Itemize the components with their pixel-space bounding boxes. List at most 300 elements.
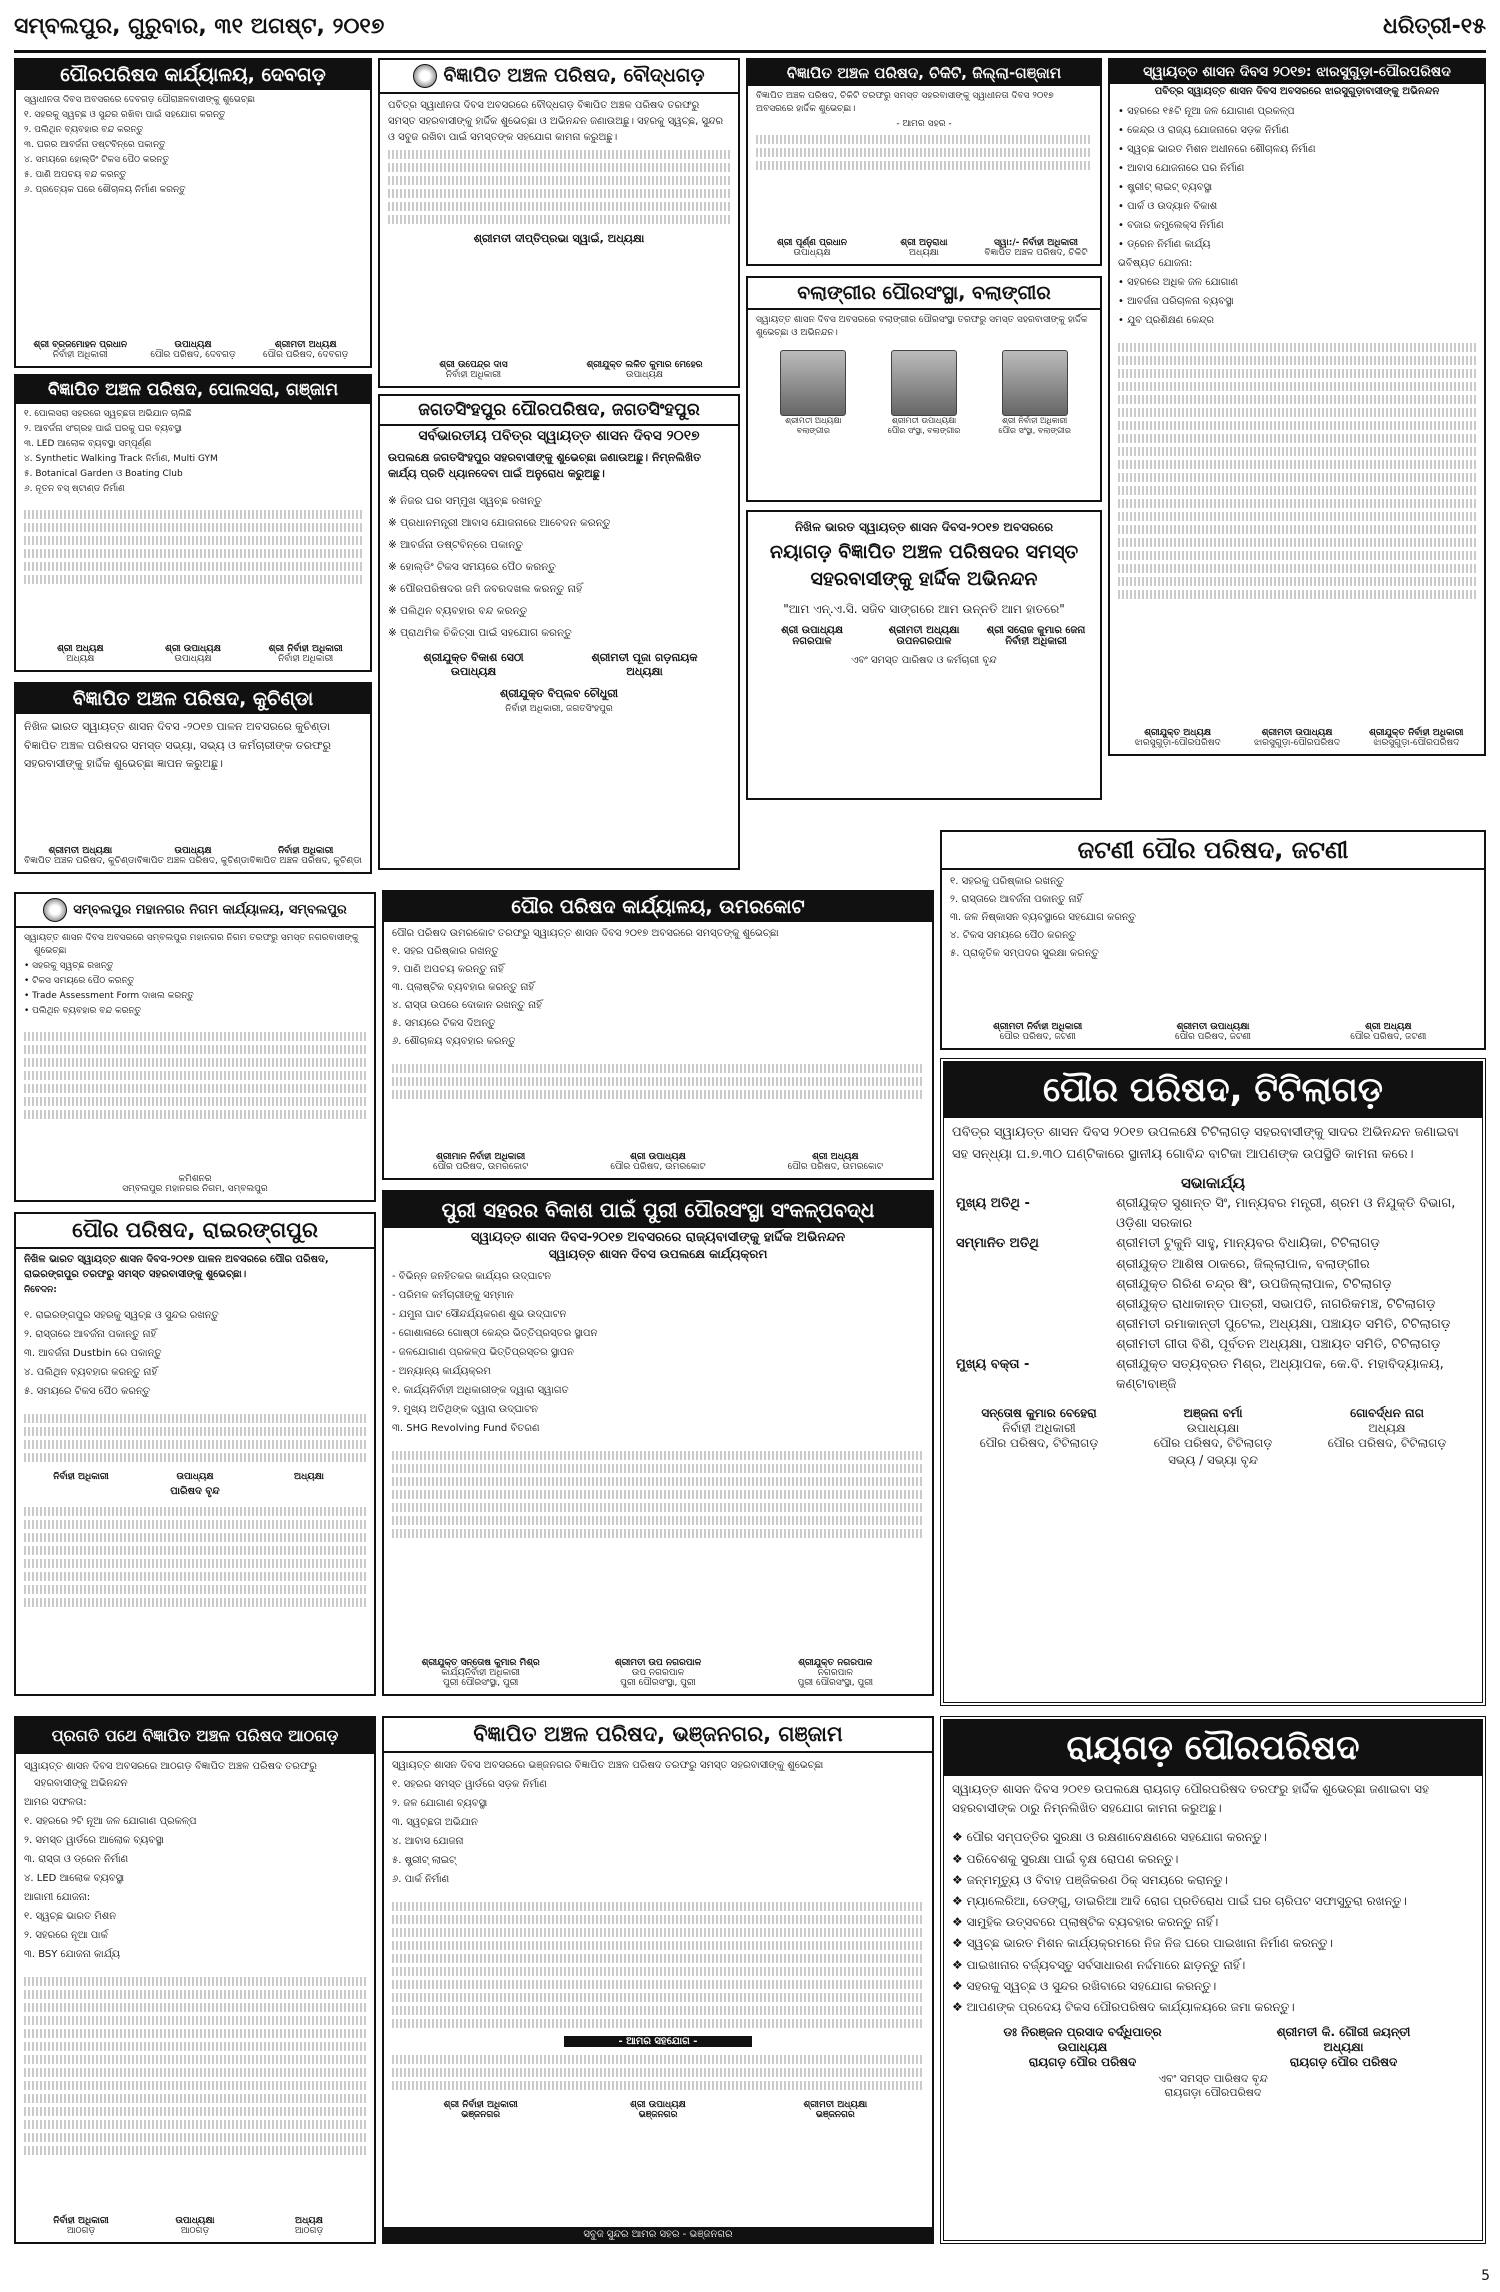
ad-line: • ସହରକୁ ସ୍ୱଚ୍ଛ ରଖନ୍ତୁ (24, 961, 114, 972)
signatory-role: ପୌର ପରିଷଦ, ଦେବଗଡ଼ (263, 350, 349, 360)
signatory-name: ଶ୍ରୀ ଉପାଧ୍ୟକ୍ଷ (781, 625, 843, 637)
ad-rairangpur (14, 1212, 376, 1696)
signatory-name: ଶ୍ରୀ ନିର୍ବାହୀ ଅଧିକାରୀ (443, 2100, 518, 2110)
signatory (392, 1658, 569, 1688)
signatory-name: ଗୋବର୍ଦ୍ଧନ ନାଗ (1350, 1405, 1424, 1420)
ad-title: ପୌର ପରିଷଦ, ରାଇରଙ୍ଗପୁର (16, 1214, 374, 1249)
ad-line: ❖ ମ୍ୟାଲେରିଆ, ଡେଙ୍ଗୁ, ଡାଇରିଆ ଆଦି ରୋଗ ପ୍ରତିରୋଧ ପାଇଁ ଘର ଚାରିପଟ ସଫାସୁତୁରା ରଖନ୍ତୁ। (952, 1893, 1407, 1908)
ad-line: ୩. ଘରର ଆବର୍ଜନା ଡଷ୍ଟବିନ୍‌ରେ ପକାନ୍ତୁ (24, 140, 166, 151)
signatory (559, 651, 730, 679)
ad-line: ୨. ରାସ୍ତାରେ ଆବର୍ଜନା ପକାନ୍ତୁ ନାହିଁ (950, 894, 1083, 905)
signatory-role: ଝାରସୁଗୁଡ଼ା-ପୌରପରିଷଦ (1134, 738, 1221, 748)
signatory-role: ପୌର ପରିଷଦ, ଟିଟିଲାଗଡ଼ (1327, 1435, 1447, 1450)
signatory (24, 1472, 138, 1482)
ad-subtitle: ପବିତ୍ର ସ୍ୱାୟତ୍ତ ଶାସନ ଦିବସ ଅବସରରେ ଝାରସୁଗୁଡ଼ାବାସୀଙ୍କୁ ଅଭିନନ୍ଦନ (1154, 86, 1440, 97)
signatory-role: ଉପନଗରପାଳ (896, 636, 952, 648)
ad-line: ୪. ସମୟରେ ହୋଲ୍ଡିଂ ଟିକସ ପୈଠ କରନ୍ତୁ (24, 155, 170, 166)
signatory-role: ଆଠଗଡ଼ (180, 2226, 210, 2236)
ad-line: ୩. ସ୍ୱଚ୍ଛତା ଅଭିଯାନ (392, 1817, 478, 1828)
ad-lines (16, 1303, 374, 1406)
ad-intro: ପବିତ୍ର ସ୍ୱାଧୀନତା ଦିବସ ଅବସରରେ ବୌଦ୍ଧଗଡ଼ ବିଜ୍ଞାପିତ ଅଞ୍ଚଳ ପରିଷଦ ତରଫରୁ ସମସ୍ତ ସହରବାସୀଙ୍କୁ ହାର୍ଦ୍ଦିକ ଶୁଭେଚ୍ଛା ଓ ଅଭିନନ୍ଦନ ଜଣାଉଅଛୁ। ସହରକୁ ସ୍ୱଚ୍ଛ, ସୁନ୍ଦର ଓ ସବୁଜ ରଖିବା ପାଇଁ ସମସ୍ତଙ୍କ ସହଯୋଗ କାମନା କରୁଅଛୁ। (388, 100, 724, 143)
ad-line: ❖ ଆପଣଙ୍କ ପ୍ରଦେୟ ଟିକସ ପୌରପରିଷଦ କାର୍ଯ୍ୟାଳୟରେ ଜମା କରନ୍ତୁ। (952, 1999, 1295, 2014)
ad-intro: ସ୍ୱାୟତ୍ତ ଶାସନ ଦିବସ ଅବସରରେ ବଲାଙ୍ଗୀର ପୌରସଂସ୍ଥା ତରଫରୁ ସମସ୍ତ ସହରବାସୀଙ୍କୁ ହାର୍ଦ୍ଦିକ ଶୁଭେଚ୍ଛା ଓ ଅଭିନନ୍ଦନ। (756, 315, 1088, 339)
ad-title: ବିଜ୍ଞାପିତ ଅଞ୍ଚଳ ପରିଷଦ, ଚିକିଟି, ଜିଲ୍ଲା-ଗଞ୍ଜାମ (748, 60, 1100, 86)
program-person: ଶ୍ରୀମତୀ ରମାକାନ୍ତୀ ପୁଟେଲ, ଅଧ୍ୟକ୍ଷା, ପଞ୍ଚାୟତ ସମିତି, ଟିଟିଲାଗଡ଼ (1116, 1317, 1451, 1333)
signatory-name: ନିର୍ବାହୀ ଅଧିକାରୀ (53, 2216, 109, 2226)
ad-line: - ବିଭିନ୍ନ ଜନହିତକର କାର୍ଯ୍ୟର ଉଦ୍‌ଘାଟନ (392, 1271, 552, 1282)
ad-bolangir (746, 276, 1102, 502)
ad-line: ୨. ପଲିଥିନ ବ୍ୟବହାର ବନ୍ଦ କରନ୍ତୁ (24, 125, 144, 136)
signatory-role: ନିର୍ବାହୀ ଅଧିକାରୀ (445, 370, 502, 380)
ad-lines (16, 404, 370, 502)
ad-line: ୪. ରାସ୍ତା ଉପରେ ଦୋକାନ ରଖନ୍ତୁ ନାହିଁ (392, 1000, 542, 1011)
ad-line: ୪. ପଲିଥିନ ବ୍ୟବହାର କରନ୍ତୁ ନାହିଁ (24, 1367, 158, 1379)
ad-line: ୨. ଆବର୍ଜନା ସଂଗ୍ରହ ପାଇଁ ଘରକୁ ଘର ବ୍ୟବସ୍ଥା (24, 424, 182, 435)
ad-jharsuguda (1108, 58, 1486, 756)
ad-signatories (380, 649, 738, 681)
signatory (138, 2216, 252, 2236)
ad-lines (1110, 99, 1484, 335)
program-person: ଶ୍ରୀମତୀ ଗୀତା ବିଶି, ପୂର୍ବତନ ଅଧ୍ୟକ୍ଷା, ପଞ୍ଚାୟତ ସମିତି, ଟିଟିଲାଗଡ଼ (1116, 1337, 1441, 1353)
signatory (952, 1406, 1126, 1451)
ad-line: ※ ପ୍ରଧାନମନ୍ତ୍ରୀ ଆବାସ ଯୋଜନାରେ ଆବେଦନ କରନ୍ତୁ (388, 516, 611, 529)
signatory (138, 1472, 252, 1482)
signatory-name: ଶ୍ରୀମାନ ନିର୍ବାହୀ ଅଧିକାରୀ (436, 1152, 526, 1162)
ad-line: ❖ ପୌର ସମ୍ପତ୍ତିର ସୁରକ୍ଷା ଓ ରକ୍ଷଣାବେକ୍ଷଣରେ ସହଯୋଗ କରନ୍ତୁ। (952, 1830, 1267, 1845)
ad-signatories (944, 1404, 1482, 1453)
ad-line: ସ୍ୱାୟତ୍ତ ଶାସନ ଦିବସ ଅବସରରେ ଆଠଗଡ଼ ବିଜ୍ଞାପିତ ଅଞ୍ଚଳ ପରିଷଦ ତରଫରୁ ସହରବାସୀଙ୍କୁ ଅଭିନନ୍ଦନ (24, 1761, 317, 1789)
signatory-role: ନଗରପାଳ (817, 1668, 853, 1678)
ad-intro: ନିଖିଳ ଭାରତ ସ୍ୱାୟତ୍ତ ଶାସନ ଦିବସ -୨୦୧୭ ପାଳନ ଅବସରରେ କୁଚିଣ୍ଡା ବିଜ୍ଞାପିତ ଅଞ୍ଚଳ ପରିଷଦର ସମସ୍ତ ସଭ୍ୟା, ସଭ୍ୟ ଓ କର୍ମଚାରୀଙ୍କ ତରଫରୁ ସହରବାସୀଙ୍କୁ ହାର୍ଦ୍ଦିକ ଶୁଭେଚ୍ଛା ଜ୍ଞାପନ କରୁଅଛୁ। (24, 720, 331, 771)
ad-signatories (16, 1470, 374, 1484)
signatory (392, 1152, 569, 1172)
ad-line: ※ ନିଜର ଘର ସମ୍ମୁଖ ସ୍ୱଚ୍ଛ ରଖନ୍ତୁ (388, 494, 542, 507)
signatory-name: ଶ୍ରୀମତୀ ଅଧ୍ୟକ୍ଷା (888, 625, 960, 637)
ad-intro: ଉପଲକ୍ଷେ ଜଗତସିଂହପୁର ସହରବାସୀଙ୍କୁ ଶୁଭେଚ୍ଛା ଜଣାଉଅଛୁ। ନିମ୍ନଲିଖିତ କାର୍ଯ୍ୟ ପ୍ରତି ଧ୍ୟାନଦେବା ପାଇଁ ଅନୁରୋଧ କରୁଅଛୁ। (388, 451, 701, 480)
ad-sub: ସ୍ୱାୟତ୍ତ ଶାସନ ଦିବସ ଉପଲକ୍ଷେ କାର୍ଯ୍ୟକ୍ରମ (548, 1247, 768, 1261)
ad-titilagarh (940, 1058, 1486, 1706)
ad-signatories (16, 2214, 374, 2238)
signatory-name: ଶ୍ରୀ ଅଧ୍ୟକ୍ଷ (1365, 1022, 1412, 1032)
ad-line: ୩. BSY ଯୋଜନା କାର୍ଯ୍ୟ (24, 1949, 121, 1960)
signatory (24, 340, 137, 360)
officer: ଶ୍ରୀଯୁକ୍ତ ବିପ୍ଲବ ଚୌଧୁରୀ ନିର୍ବାହୀ ଅଧିକାରୀ, ଜଗତସିଂହପୁର (500, 687, 618, 715)
signatory-name: ଶ୍ରୀଯୁକ୍ତ ନଗରପାଳ (798, 1658, 873, 1668)
ad-footer: ସବୁଜ ସୁନ୍ଦର ଆମର ସହର - ଭଞ୍ଜନଗର (384, 2227, 932, 2242)
ad-line: ❖ ପାଇଖାନାର ବର୍ଜ୍ୟବସ୍ତୁ ସର୍ବସାଧାରଣ ନର୍ଦ୍ଦମାରେ ଛାଡ଼ନ୍ତୁ ନାହିଁ। (952, 1957, 1246, 1972)
ad-line: ୫. Botanical Garden ଓ Boating Club (24, 469, 183, 480)
signatory (1357, 728, 1476, 748)
signatory-name: ଶ୍ରୀମତୀ ଅଧ୍ୟକ୍ଷା (803, 2100, 868, 2110)
ad-line: - ଜଳଯୋଗାଣ ପ୍ରକଳ୍ପ ଭିତ୍ତିପ୍ରସ୍ତର ସ୍ଥାପନ (392, 1347, 574, 1358)
signatory-role: ପୌର ପରିଷଦ, ଦେବଗଡ଼ (150, 350, 236, 360)
ad-line: ୨. ଜଳ ଯୋଗାଣ ବ୍ୟବସ୍ଥା (392, 1798, 488, 1809)
signatory-role: ପୌର ପରିଷଦ, ଉମରକୋଟ (610, 1162, 706, 1172)
ad-quote: "ଆମ ଏନ୍.ଏ.ସି. ସଜିବ ସାଙ୍ଗରେ ଆମ ଉନ୍ନତି ଆମ ହାତରେ" (783, 602, 1065, 617)
ad-title: ନୟାଗଡ଼ ବିଜ୍ଞାପିତ ଅଞ୍ଚଳ ପରିଷଦର ସମସ୍ତ ସହରବାସୀଙ୍କୁ ହାର୍ଦ୍ଦିକ ଅଭିନନ୍ଦନ (769, 541, 1079, 590)
signatory (249, 644, 362, 664)
ad-title: ବିଜ୍ଞାପିତ ଅଞ୍ଚଳ ପରିଷଦ, ଭଞ୍ଜନଗର, ଗଞ୍ଜାମ (384, 1718, 932, 1753)
signatory-role: ଅଧ୍ୟକ୍ଷ (66, 654, 95, 664)
signatory (137, 846, 250, 866)
signatory (388, 651, 559, 679)
ad-intro: ପବିତ୍ର ସ୍ୱାୟତ୍ତ ଶାସନ ଦିବସ ୨୦୧୭ ଉପଲକ୍ଷେ ଟିଟିଲାଗଡ଼ ସହରବାସୀଙ୍କୁ ସାଦର ଅଭିନନ୍ଦନ ଜଣାଇବା ସହ ସନ୍ଧ୍ୟା ଘ.୭.୩୦ ଘଣ୍ଟିକାରେ ସ୍ଥାନୀୟ ଗୋବିନ୍ଦ ବାଟିକା ଆପଣଙ୍କ ଉପସ୍ଥିତି କାମନା କରେ। (952, 1125, 1459, 1163)
signatory (252, 2216, 366, 2236)
signatory-role: ଉପାଧ୍ୟକ୍ଷ (450, 665, 497, 679)
ad-line: ୩. LED ଆଲୋକ ବ୍ୟବସ୍ଥା ସମ୍ପୂର୍ଣ୍ଣ (24, 439, 152, 450)
ad-line: ❖ ଜନ୍ମମୃତ୍ୟୁ ଓ ବିବାହ ପଞ୍ଜିକରଣ ଠିକ୍ ସମୟରେ କରାନ୍ତୁ। (952, 1872, 1228, 1887)
ad-title: ପ୍ରଗତି ପଥେ ବିଜ୍ଞାପିତ ଅଞ୍ଚଳ ପରିଷଦ ଆଠଗଡ଼ (16, 1718, 374, 1754)
ad-line: ୩. ଆବର୍ଜନା Dustbin ରେ ପକାନ୍ତୁ (24, 1348, 162, 1360)
photo-row: ଶ୍ରୀମତୀ ଅଧ୍ୟକ୍ଷା ବଲାଙ୍ଗୀର ଶ୍ରୀମତୀ ଉପାଧ୍ୟକ୍ଷା ପୌର ସଂସ୍ଥା, ବଲାଙ୍ଗୀର ଶ୍ରୀ ନିର୍ବାହୀ ଅଧିକାରୀ ପୌର ସଂସ୍ଥା, ବଲାଙ୍ଗୀର (748, 346, 1100, 440)
ad-line: ※ ଆବର୍ଜନା ଡଷ୍ଟବିନ୍‌ରେ ପକାନ୍ତୁ (388, 538, 523, 551)
ad-footer: ଏବଂ ସମସ୍ତ ପାରିଷଦ ଓ କର୍ମଚାରୀ ବୃନ୍ଦ (851, 655, 997, 667)
signatory-role: ବିଜ୍ଞାପିତ ଅଞ୍ଚଳ ପରିଷଦ, କୁଚିଣ୍ଡା (24, 856, 137, 866)
ad-line: ୬. ପ୍ରତ୍ୟେକ ଘରେ ଶୌଚାଳୟ ନିର୍ମାଣ କରନ୍ତୁ (24, 185, 186, 196)
ad-jagatsinghpur (378, 394, 740, 870)
signatory-role: ଆଠଗଡ଼ (294, 2226, 324, 2236)
ad-line: ୧. ସହରରେ ୨ଟି ନୂଆ ଜଳ ଯୋଗାଣ ପ୍ରକଳ୍ପ (24, 1816, 197, 1827)
signatory-name: ଶ୍ରୀ ଉପାଧ୍ୟକ୍ଷ (630, 2100, 686, 2110)
ad-line: ୨. ସମସ୍ତ ୱାର୍ଡରେ ଆଲୋକ ବ୍ୟବସ୍ଥା (24, 1835, 164, 1846)
ad-line: ଭବିଷ୍ୟତ ଯୋଜନା: (1118, 258, 1193, 269)
signatory-name: ଅଧ୍ୟକ୍ଷା (294, 1472, 324, 1483)
members-title: ପାରିଷଦ ବୃନ୍ଦ (170, 1486, 220, 1498)
ad-line: • ଆବାସ ଯୋଜନାରେ ଘର ନିର୍ମାଣ (1118, 163, 1245, 174)
ad-umerkote (382, 890, 934, 1180)
ad-bhanjanagar (382, 1716, 934, 2244)
signatory-role: ପୁରୀ ପୌରସଂସ୍ଥା, ପୁରୀ (442, 1678, 519, 1688)
signatory (249, 340, 362, 360)
program-person: ଶ୍ରୀଯୁକ୍ତ ରାଧାକାନ୍ତ ପାତ୍ରୀ, ସଭାପତି, ନାଗରିକମଞ୍ଚ, ଟିଟିଲାଗଡ଼ (1116, 1296, 1436, 1312)
ad-line: ❖ ପରିବେଶକୁ ସୁରକ୍ଷା ପାଇଁ ବୃକ୍ଷ ରୋପଣ କରନ୍ତୁ। (952, 1851, 1179, 1866)
signatory-name: ଉପାଧ୍ୟକ୍ଷ (176, 1472, 214, 1483)
ad-line: • କେନ୍ଦ୍ର ଓ ରାଜ୍ୟ ଯୋଜନାରେ ସଡ଼କ ନିର୍ମାଣ (1118, 125, 1289, 136)
ad-signatories (16, 642, 370, 666)
ad-lines (16, 1754, 374, 1969)
signatory-name: ଶ୍ରୀମତୀ ଅଧ୍ୟକ୍ଷା (48, 846, 113, 856)
ad-line: ୧. ପୋଲସରା ସହରରେ ସ୍ୱଚ୍ଛତା ଅଭିଯାନ ଚାଲିଛି (24, 409, 192, 419)
signatory-name: ଶ୍ରୀ ଅଧ୍ୟକ୍ଷ (57, 644, 104, 654)
signatory-role: ନିର୍ବାହୀ ଅଧିକାରୀ (1002, 1420, 1076, 1435)
ad-line: ସ୍ୱାଧୀନତା ଦିବସ ଅବସରରେ ଦେବଗଡ଼ ପୌରାଞ୍ଚଳବାସୀଙ୍କୁ ଶୁଭେଚ୍ଛା (24, 95, 256, 105)
ad-line: ୩. ରାସ୍ତା ଓ ଡ୍ରେନ ନିର୍ମାଣ (24, 1854, 129, 1865)
ad-title: ବିଜ୍ଞାପିତ ଅଞ୍ଚଳ ପରିଷଦ, ବୌଦ୍ଧଗଡ଼ (380, 60, 738, 94)
ad-line: • ଯୁବ ପ୍ରଶିକ୍ଷଣ କେନ୍ଦ୍ର (1118, 315, 1214, 326)
ad-line: - ଯମୁନା ଘାଟ ସୌନ୍ଦର୍ଯ୍ୟକରଣ ଶୁଭ ଉଦ୍‌ଘାଟନ (392, 1309, 567, 1320)
program-role: ମୁଖ୍ୟ ଅତିଥି - (956, 1196, 1030, 1212)
ad-lines (384, 922, 932, 1056)
program-role (956, 1275, 1116, 1295)
signatory-name: ଶ୍ରୀ ଉପାଧ୍ୟକ୍ଷ (630, 1152, 686, 1162)
emblem-icon (413, 64, 437, 88)
program-table (944, 1194, 1482, 1395)
ad-kicker: ନିଖିଳ ଭାରତ ସ୍ୱାୟତ୍ତ ଶାସନ ଦିବସ-୨୦୧୭ ଅବସରରେ (794, 520, 1054, 534)
signatory-role: ଅଧ୍ୟକ୍ଷା (909, 248, 939, 258)
program-person: ଶ୍ରୀଯୁକ୍ତ ସୁଶାନ୍ତ ସିଂ, ମାନ୍ୟବର ମନ୍ତ୍ରୀ, ଶ୍ରମ ଓ ନିଯୁକ୍ତି ବିଭାଗ, ଓଡ଼ିଶା ସରକାର (1116, 1196, 1456, 1232)
program-person: ଶ୍ରୀଯୁକ୍ତ ଗିରିଶ ଚନ୍ଦ୍ର ଷିଂ, ଉପଜିଲ୍ଲାପାଳ, ଟିଟିଲାଗଡ଼ (1116, 1276, 1392, 1292)
program-role: ସମ୍ମାନିତ ଅତିଥି (956, 1236, 1039, 1252)
ad-title: ସମ୍ବଲପୁର ମହାନଗର ନିଗମ କାର୍ଯ୍ୟାଳୟ, ସମ୍ବଲପୁର (16, 894, 374, 928)
ad-lines (384, 1753, 932, 1894)
ad-line: - ଅନ୍ୟାନ୍ୟ କାର୍ଯ୍ୟକ୍ରମ (392, 1366, 491, 1377)
signatory-name: ଶ୍ରୀ ନିର୍ବାହୀ ଅଧିକାରୀ (268, 644, 343, 654)
signatory-name: ଶ୍ରୀମତୀ କି. ଗୌରୀ ଜୟନ୍ତୀ (1276, 2025, 1411, 2040)
signatory (747, 1152, 924, 1172)
ad-line: ୩. ଜଳ ନିଷ୍କାସନ ବ୍ୟବସ୍ଥାରେ ସହଯୋଗ କରନ୍ତୁ (950, 912, 1136, 923)
ad-line: ୧. ସହରର ସମସ୍ତ ୱାର୍ଡରେ ସଡ଼କ ନିର୍ମାଣ (392, 1779, 547, 1790)
signatory-role: ପୁରୀ ପୌରସଂସ୍ଥା, ପୁରୀ (797, 1678, 874, 1688)
ad-line: ୨. ରାସ୍ତାରେ ଆବର୍ଜନା ପକାନ୍ତୁ ନାହିଁ (24, 1329, 157, 1341)
signatory-role: ରାୟଗଡ଼ ପୌର ପରିଷଦ (1028, 2055, 1137, 2070)
signatory-name: ଶ୍ରୀଯୁକ୍ତ ବିକାଶ ସେଠୀ (423, 651, 524, 665)
signatory-role: ପୌର ପରିଷଦ, ଉମରକୋଟ (432, 1162, 529, 1172)
signatory (756, 625, 868, 647)
signatory-role: ପୌର ପରିଷଦ, ଜଟଣୀ (1174, 1032, 1252, 1042)
signatory-name: ଶ୍ରୀଯୁକ୍ତ ଅଧ୍ୟକ୍ଷ (1144, 728, 1212, 738)
signatory-name: ଉପାଧ୍ୟକ୍ଷ (174, 846, 212, 856)
signatory (952, 2025, 1213, 2070)
ad-signatories (384, 1656, 932, 1690)
ad-line: • ଟିକସ ସମୟରେ ପୈଠ କରନ୍ତୁ (24, 976, 135, 987)
signatory-name: ଶ୍ରୀମତୀ ଉପ ନଗରପାଳ (614, 1658, 702, 1668)
ad-headline: ସର୍ବଭାରତୀୟ ପବିତ୍ର ସ୍ୱାୟତ୍ତ ଶାସନ ଦିବସ ୨୦୧୭ (418, 428, 700, 444)
ad-lines (380, 488, 738, 650)
signatory (252, 1472, 366, 1482)
ad-title: ପୁରୀ ସହରର ବିକାଶ ପାଇଁ ପୁରୀ ପୌରସଂସ୍ଥା ସଂକଳ୍ପବଦ୍ଧ (384, 1192, 932, 1228)
signatory-role: ପୌର ପରିଷଦ, ଟିଟିଲାଗଡ଼ (1153, 1435, 1273, 1450)
ad-rayagada (940, 1716, 1486, 2244)
signatory-name: ସ୍ୱା:/- ନିର୍ବାହୀ ଅଧିକାରୀ (994, 238, 1078, 248)
signatory (24, 644, 137, 664)
signatory-role: ଉପାଧ୍ୟକ୍ଷ (174, 654, 212, 664)
ad-line: • ସହରରେ ଅଧିକ ଜଳ ଯୋଗାଣ (1118, 277, 1239, 288)
ad-line: ※ ପଲିଥିନ ବ୍ୟବହାର ବନ୍ଦ କରନ୍ତୁ (388, 604, 528, 617)
ad-title: ସ୍ୱାୟତ୍ତ ଶାସନ ଦିବସ ୨୦୧୭: ଝାରସୁଗୁଡ଼ା-ପୌରପରିଷଦ (1110, 60, 1484, 84)
signatory (392, 2100, 569, 2120)
ad-line: ୫. ସମୟରେ ଟିକସ ପୈଠ କରନ୍ତୁ (24, 1386, 150, 1398)
ad-title: ପୌର ପରିଷଦ କାର୍ଯ୍ୟାଳୟ, ଉମରକୋଟ (384, 892, 932, 922)
ad-line: • ପାର୍କ ଓ ଉଦ୍ୟାନ ବିକାଶ (1118, 201, 1218, 212)
ad-signatories (944, 2023, 1482, 2072)
ad-devgarh (14, 58, 372, 368)
ad-signatories (748, 236, 1100, 260)
signatory-role: ବିଜ୍ଞାପିତ ଅଞ୍ଚଳ ପରିଷଦ, କୁଚିଣ୍ଡା (249, 856, 362, 866)
signatory-role: ଅଧ୍ୟକ୍ଷ (1368, 1420, 1406, 1435)
ad-title: ପୌର ପରିଷଦ, ଟିଟିଲାଗଡ଼ (944, 1062, 1482, 1118)
signatory-name: ଶ୍ରୀମତୀ ନିର୍ବାହୀ ଅଧିକାରୀ (993, 1022, 1083, 1032)
chair: ଶ୍ରୀମତୀ ଦୀପ୍ତିପ୍ରଭା ସ୍ୱାଇଁ, ଅଧ୍ୟକ୍ଷା (473, 232, 645, 245)
ad-sambalpur (14, 892, 376, 1202)
ad-line: ※ ହୋଲ୍ଡିଂ ଟିକସ ସମୟରେ ପୈଠ କରନ୍ତୁ (388, 560, 556, 573)
signatory (569, 1152, 746, 1172)
ad-lines (16, 928, 374, 1024)
ad-line: • ସ୍ୱଚ୍ଛ ଭାରତ ମିଶନ ଅଧୀନରେ ଶୌଚାଳୟ ନିର୍ମାଣ (1118, 144, 1316, 155)
ad-line: ପୌର ପରିଷଦ ଉମରକୋଟ ତରଫରୁ ସ୍ୱାୟତ୍ତ ଶାସନ ଦିବସ ୨୦୧୭ ଅବସରରେ ସମସ୍ତଙ୍କୁ ଶୁଭେଚ୍ଛା (392, 928, 779, 939)
signatory (249, 846, 362, 866)
signatory-role: ନିର୍ବାହୀ ଅଧିକାରୀ (1005, 636, 1067, 648)
signatory-role: ବିଜ୍ଞାପିତ ଅଞ୍ଚଳ ପରିଷଦ, କୁଚିଣ୍ଡା (136, 856, 250, 866)
signatory-role: ପୌର ପରିଷଦ, ଟିଟିଲାଗଡ଼ (979, 1435, 1099, 1450)
signatory (747, 2100, 924, 2120)
signatory-role: ନିର୍ବାହୀ ଅଧିକାରୀ (278, 654, 334, 664)
signatory-name: ଶ୍ରୀ ଅଧ୍ୟକ୍ଷ (812, 1152, 859, 1162)
ad-title: ବିଜ୍ଞାପିତ ଅଞ୍ଚଳ ପରିଷଦ, ପୋଲସରା, ଗଞ୍ଜାମ (16, 376, 370, 404)
ad-line: ୫. ଷ୍ଟ୍ରୀଟ୍ ଲାଇଟ୍ (392, 1855, 456, 1866)
signatory-name: ଡଃ ନିରଞ୍ଜନ ପ୍ରସାଦ ବର୍ଦ୍ଧିପାତ୍ର (1003, 2025, 1162, 2040)
signatory-name: ଶ୍ରୀମତୀ ଉପାଧ୍ୟକ୍ଷ (1261, 728, 1333, 738)
ad-line: ସ୍ୱାୟତ୍ତ ଶାସନ ଦିବସ ଅବସରରେ ଭଞ୍ଜନଗର ବିଜ୍ଞାପିତ ଅଞ୍ଚଳ ପରିଷଦ ତରଫରୁ ସମସ୍ତ ସହରବାସୀଙ୍କୁ ଶୁଭେଚ୍ଛା (392, 1760, 824, 1771)
ad-title: ବଲାଙ୍ଗୀର ପୌରସଂସ୍ଥା, ବଲାଙ୍ଗୀର (748, 278, 1100, 310)
signatory (1126, 1406, 1300, 1451)
ad-signatories (748, 623, 1100, 649)
signatory-name: ଶ୍ରୀ ବ୍ରଜମୋହନ ପ୍ରଧାନ (33, 340, 128, 350)
signatory (1213, 2025, 1474, 2070)
ad-line: - ଗୋଶାଳାରେ ଗୋଷ୍ଠୀ କେନ୍ଦ୍ର ଭିତ୍ତିପ୍ରସ୍ତର ସ୍ଥାପନ (392, 1328, 598, 1339)
signatory (1118, 728, 1237, 748)
signatory (559, 360, 730, 380)
signatory-name: ଶ୍ରୀଯୁକ୍ତ ନିର୍ବାହୀ ଅଧିକାରୀ (1369, 728, 1464, 738)
ad-line: ❖ ସ୍ୱଚ୍ଛ ଭାରତ ମିଶନ କାର୍ଯ୍ୟକ୍ରମରେ ନିଜ ନିଜ ଘରେ ପାଇଖାନା ନିର୍ମାଣ କରନ୍ତୁ। (952, 1936, 1334, 1951)
signatory-role: ନଗରପାଳ (792, 636, 832, 648)
signatory-name: ଶ୍ରୀ ଉପାଧ୍ୟକ୍ଷ (165, 644, 221, 654)
portrait-photo (891, 350, 957, 416)
signatory-name: ଶ୍ରୀମତୀ ପୂଜା ଗଡ଼ନାୟକ (591, 651, 698, 665)
ad-line: • ଡ୍ରେନ ନିର୍ମାଣ କାର୍ଯ୍ୟ (1118, 239, 1211, 250)
signatory (1237, 728, 1356, 748)
ad-headline: ସ୍ୱାୟତ୍ତ ଶାସନ ଦିବସ-୨୦୧୭ ଅବସରରେ ରାଜ୍ୟବାସୀଙ୍କୁ ହାର୍ଦ୍ଦିକ ଅଭିନନ୍ଦନ (470, 1230, 846, 1245)
ad-signatories (16, 338, 370, 362)
signatory-role: ଝାରସୁଗୁଡ଼ା-ପୌରପରିଷଦ (1253, 738, 1340, 748)
program-role: ମୁଖ୍ୟ ବକ୍ତା - (956, 1357, 1030, 1373)
signatory-role: ଉପ ନଗରପାଳ (631, 1668, 685, 1678)
signatory (1301, 1022, 1476, 1042)
ad-line: ୪. Synthetic Walking Track ନିର୍ମାଣ, Multi GYM (24, 454, 218, 465)
page-number: 5 (1481, 2268, 1490, 2284)
signatory-role: ଆଠଗଡ଼ (66, 2226, 96, 2236)
program-person: ଶ୍ରୀଯୁକ୍ତ ସତ୍ୟବ୍ରତ ମିଶ୍ର, ଅଧ୍ୟାପକ, କେ.ବି. ମହାବିଦ୍ୟାଳୟ, କଣ୍ଟାବାଞ୍ଜି (1116, 1357, 1444, 1393)
ad-sub: - ଆମର ସହଯୋଗ - (564, 2036, 752, 2047)
ad-line: ଆଗାମୀ ଯୋଜନା: (24, 1892, 91, 1903)
ad-line: ୧. ସ୍ୱଚ୍ଛ ଭାରତ ମିଶନ (24, 1911, 117, 1922)
ad-line: ❖ ସାମୁହିକ ଉତ୍ସବରେ ପ୍ଲାଷ୍ଟିକ ବ୍ୟବହାର କରନ୍ତୁ ନାହିଁ। (952, 1915, 1219, 1930)
ad-line: ୪. ଆବାସ ଯୋଜନା (392, 1836, 464, 1847)
ad-motto: - ଆମର ସହର - (896, 119, 952, 130)
ad-jatni (940, 830, 1486, 1050)
ad-line: ※ ପୌରପରିଷଦର ଜମି ଜବରଦଖଲ କରନ୍ତୁ ନାହିଁ (388, 582, 583, 595)
ad-line: • ବଜାର କମ୍ପ୍ଲେକ୍ସ ନିର୍ମାଣ (1118, 220, 1224, 231)
ad-sub: ନିବେଦନ: (24, 1285, 57, 1295)
portrait-photo (780, 350, 846, 416)
ad-puri (382, 1190, 934, 1696)
ad-line: ୨. ସହରରେ ନୂଆ ପାର୍କ (24, 1930, 108, 1941)
ad-line: ୨. ମୁଖ୍ୟ ଅତିଥିଙ୍କ ଦ୍ୱାରା ଉଦ୍‌ଘାଟନ (392, 1404, 538, 1415)
signatory-name: ଉପାଧ୍ୟକ୍ଷା (175, 2216, 215, 2226)
signatory (24, 2216, 138, 2236)
ad-title: ରାୟଗଡ଼ ପୌରପରିଷଦ (944, 1720, 1482, 1776)
ad-line: ୧. ରାଇରଙ୍ଗପୁର ସହରକୁ ସ୍ୱଚ୍ଛ ଓ ସୁନ୍ଦର ରଖନ୍ତୁ (24, 1310, 219, 1322)
ad-nayagarh (746, 510, 1102, 800)
signatory (1125, 1022, 1300, 1042)
signatory-name: ନିର୍ବାହୀ ଅଧିକାରୀ (277, 846, 334, 856)
signatory (756, 238, 868, 258)
signatory-name: ଶ୍ରୀଯୁକ୍ତ ସନ୍ତୋଷ କୁମାର ମିଶ୍ର (421, 1658, 540, 1668)
ad-title: ବିଜ୍ଞାପିତ ଅଞ୍ଚଳ ପରିଷଦ, କୁଚିଣ୍ଡା (16, 684, 370, 714)
signatory-name: ସନ୍ତୋଷ କୁମାର ବେହେରା (981, 1405, 1097, 1420)
ad-title: ଜଗତସିଂହପୁର ପୌରପରିଷଦ, ଜଗତସିଂହପୁର (380, 396, 738, 426)
signatory-role: ରାୟଗଡ଼ ପୌର ପରିଷଦ (1289, 2055, 1398, 2070)
signatory-role: ଭଞ୍ଜନଗର (638, 2110, 678, 2120)
signatory (24, 846, 137, 866)
ad-chikiti (746, 58, 1102, 266)
small-print (388, 150, 730, 159)
signatory-role: ଝାରସୁଗୁଡ଼ା-ପୌରପରିଷଦ (1373, 738, 1460, 748)
ad-intro: ବିଜ୍ଞାପିତ ଅଞ୍ଚଳ ପରିଷଦ, ଚିକିଟି ତରଫରୁ ସମସ୍ତ ସହରବାସୀଙ୍କୁ ସ୍ୱାଧୀନତା ଦିବସ ୨୦୧୭ ଅବସରରେ ହାର୍ଦ୍ଦିକ ଶୁଭେଚ୍ଛା। (756, 91, 1054, 115)
ad-line: • ଷ୍ଟ୍ରୀଟ୍ ଲାଇଟ୍ ବ୍ୟବସ୍ଥା (1118, 182, 1213, 193)
signatory-role: ବିଜ୍ଞାପିତ ଅଞ୍ଚଳ ପରିଷଦ, ଚିକିଟି (984, 248, 1088, 258)
signatory-name: ଉପାଧ୍ୟକ୍ଷ (174, 340, 212, 350)
ad-lines (384, 1264, 932, 1443)
signatory (950, 1022, 1125, 1042)
signatory-name: ଶ୍ରୀ ଉପେନ୍ଦ୍ର ଦାସ (439, 360, 508, 370)
program-role (956, 1295, 1116, 1315)
ad-line: ୪. ଟିକସ ସମୟରେ ପୈଠ କରନ୍ତୁ (950, 930, 1077, 941)
signatory-role: କାର୍ଯ୍ୟନିର୍ବାହୀ ଅଧିକାରୀ (441, 1668, 520, 1678)
ad-line: ୧. କାର୍ଯ୍ୟନିର୍ବାହୀ ଅଧିକାରୀଙ୍କ ଦ୍ୱାରା ସ୍ୱାଗତ (392, 1385, 569, 1396)
ad-line: - ପରିମଳ କର୍ମଚାରୀଙ୍କୁ ସମ୍ମାନ (392, 1290, 514, 1301)
ad-line: ❖ ସହରକୁ ସ୍ୱଚ୍ଛ ଓ ସୁନ୍ଦର ରଖିବାରେ ସହଯୋଗ କରନ୍ତୁ। (952, 1978, 1217, 1993)
ad-signatories (16, 844, 370, 868)
signatory (569, 1658, 746, 1688)
signatory-name: ଶ୍ରୀମତୀ ଉପାଧ୍ୟକ୍ଷା (1176, 1022, 1250, 1032)
ad-line: ୪. LED ଆଲୋକ ବ୍ୟବସ୍ଥା (24, 1873, 125, 1884)
ad-signatories (380, 358, 738, 382)
signatory (388, 360, 559, 380)
ad-line: ୫. ପ୍ରାକୃତିକ ସମ୍ପଦର ସୁରକ୍ଷା କରନ୍ତୁ (950, 948, 1099, 959)
page-label: ଧରିତ୍ରୀ-୧୫ (1382, 14, 1486, 39)
signatory-name: ଶ୍ରୀଯୁକ୍ତ ଲଳିତ କୁମାର ମେହେର (586, 360, 703, 370)
signatory (980, 238, 1092, 258)
ad-lines (944, 1824, 1482, 2023)
ad-signatories (1110, 726, 1484, 750)
ad-line: ୫. ସମୟରେ ଟିକସ ଦିଅନ୍ତୁ (392, 1018, 496, 1029)
signatory-role: ପୌର ପରିଷଦ, ଜଟଣୀ (1350, 1032, 1427, 1042)
signatory-name: ଶ୍ରୀ ସରୋଜ କୁମାର ଜେନା (986, 625, 1086, 637)
ad-signatories (384, 2098, 932, 2122)
signatory-name: ନିର୍ବାହୀ ଅଧିକାରୀ (53, 1472, 109, 1483)
signatory-role: ଉପାଧ୍ୟକ୍ଷ (793, 248, 831, 258)
ad-signatories (942, 1020, 1484, 1044)
ad-lines (942, 870, 1484, 968)
ad-line: ୧. ସହରକୁ ପରିଷ୍କାର ରଖନ୍ତୁ (950, 876, 1065, 887)
signatory-role: ଉପାଧ୍ୟକ୍ଷା (1186, 1420, 1240, 1435)
ad-boudhgarh (378, 58, 740, 388)
ad-title: ଜଟଣୀ ପୌର ପରିଷଦ, ଜଟଣୀ (942, 832, 1484, 870)
program-role (956, 1255, 1116, 1275)
signatory-role: ଉପାଧ୍ୟକ୍ଷ (625, 370, 664, 380)
signatory-role: ଅଧ୍ୟକ୍ଷା (626, 665, 663, 679)
ad-line: ସ୍ୱାୟତ୍ତ ଶାସନ ଦିବସ ଅବସରରେ ସମ୍ବଲପୁର ମହାନଗର ନିଗମ ତରଫରୁ ସମସ୍ତ ନଗରବାସୀଙ୍କୁ ଶୁଭେଚ୍ଛା (24, 933, 359, 957)
signatory-role: ପୌର ପରିଷଦ, ଉମରକୋଟ (787, 1162, 883, 1172)
portrait-photo (1002, 350, 1068, 416)
ad-footer: କମିଶନର ସମ୍ବଲପୁର ମହାନଗର ନିଗମ, ସମ୍ବଲପୁର (122, 1174, 268, 1194)
signatory-role: ଭଞ୍ଜନଗର (461, 2110, 501, 2120)
program-person: ଶ୍ରୀଯୁକ୍ତ ଆଶିଷ ଠାକରେ, ଜିଲ୍ଲାପାଳ, ବଲାଙ୍ଗୀର (1116, 1256, 1370, 1272)
signatory-role: ଉପାଧ୍ୟକ୍ଷ (1057, 2040, 1108, 2055)
ad-intro: ନିଖିଳ ଭାରତ ସ୍ୱାୟତ୍ତ ଶାସନ ଦିବସ-୨୦୧୭ ପାଳନ ଅବସରରେ ପୌର ପରିଷଦ, ରାଇରଙ୍ଗପୁର ତରଫରୁ ସମସ୍ତ ସହରବାସୀଙ୍କୁ ଶୁଭେଚ୍ଛା। (24, 1254, 329, 1280)
ad-intro: ସ୍ୱାୟତ୍ତ ଶାସନ ଦିବସ ୨୦୧୭ ଉପଲକ୍ଷେ ରାୟଗଡ଼ ପୌରପରିଷଦ ତରଫରୁ ହାର୍ଦ୍ଦିକ ଶୁଭେଚ୍ଛା ଜଣାଇବା ସହ ସହରବାସୀଙ୍କ ଠାରୁ ନିମ୍ନଲିଖିତ ସହଯୋଗ କାମନା କରୁଅଛୁ। (952, 1782, 1429, 1816)
ad-footer: ସଭ୍ୟ / ସଭ୍ୟା ବୃନ୍ଦ (1168, 1452, 1258, 1467)
